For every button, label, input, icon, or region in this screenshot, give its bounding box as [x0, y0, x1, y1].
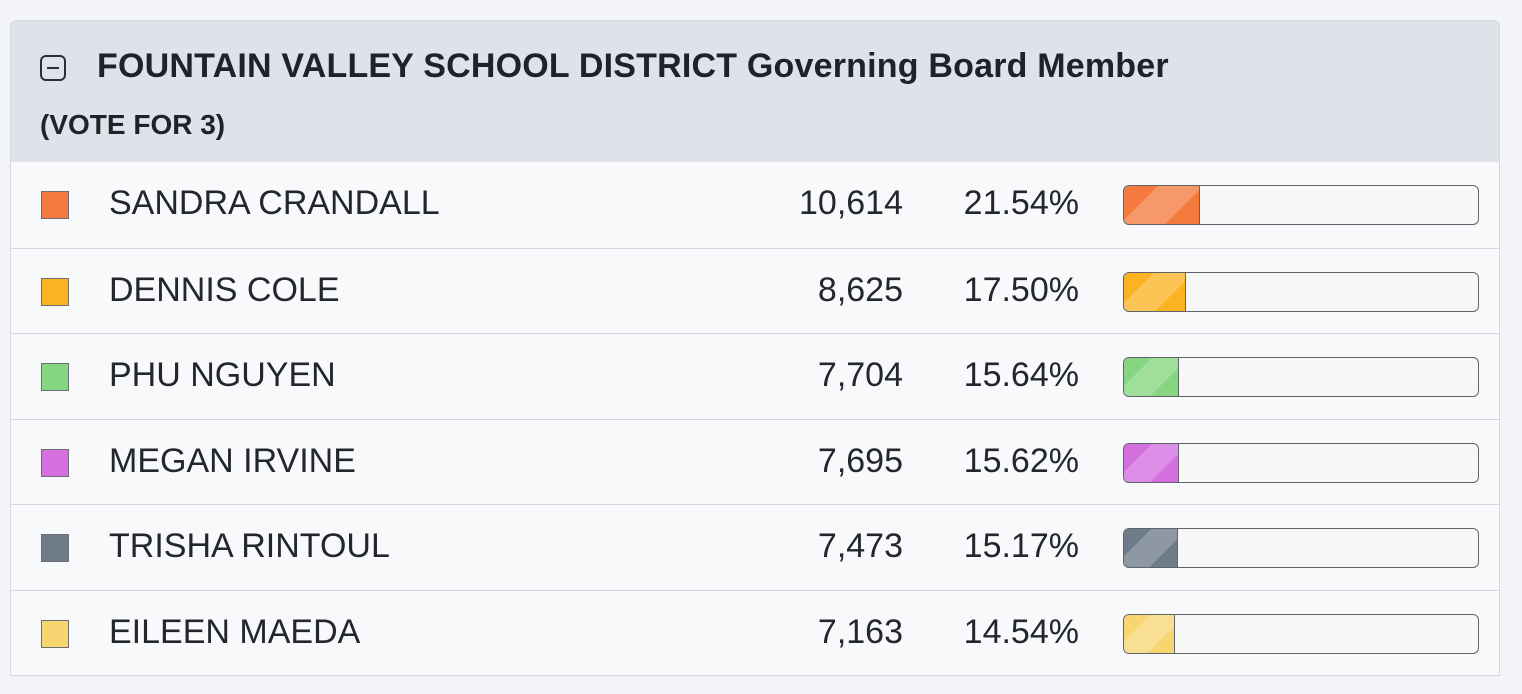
- candidate-color-swatch: [41, 278, 69, 306]
- candidate-list: [11, 162, 1499, 675]
- candidate-share-bar-fill: [1124, 186, 1200, 224]
- candidate-row: [11, 162, 1499, 248]
- candidate-share-bar: [1123, 272, 1479, 312]
- candidate-row: [11, 504, 1499, 590]
- contest-title: [97, 47, 1169, 86]
- candidate-color-swatch: [41, 449, 69, 477]
- candidate-votes: 7,695: [817, 441, 903, 480]
- candidate-name: DENNIS COLE: [109, 270, 340, 309]
- candidate-percent: 17.50%: [963, 270, 1079, 309]
- contest-title-office: Governing Board Member: [746, 47, 1169, 85]
- candidate-color-swatch: [41, 534, 69, 562]
- candidate-share-bar: [1123, 443, 1479, 483]
- candidate-color-swatch: [41, 191, 69, 219]
- candidate-votes: 7,473: [817, 527, 903, 565]
- candidate-color-swatch: [41, 620, 69, 648]
- candidate-percent: 15.62%: [963, 441, 1079, 480]
- contest-subtitle: (VOTE FOR 3): [40, 109, 226, 140]
- contest-results-panel: [10, 20, 1500, 676]
- candidate-share-bar: [1123, 614, 1479, 654]
- contest-header[interactable]: [11, 21, 1499, 162]
- candidate-share-bar: [1123, 357, 1479, 397]
- contest-title-district: FOUNTAIN VALLEY SCHOOL DISTRICT: [97, 47, 738, 85]
- candidate-votes: 7,163: [817, 612, 903, 651]
- candidate-votes: 10,614: [799, 184, 903, 222]
- minus-square-icon[interactable]: [40, 55, 66, 81]
- candidate-name: SANDRA CRANDALL: [109, 184, 440, 222]
- candidate-row: [11, 248, 1499, 334]
- candidate-percent: 15.17%: [963, 527, 1079, 565]
- candidate-percent: 21.54%: [963, 184, 1079, 222]
- candidate-row: [11, 333, 1499, 419]
- candidate-name: PHU NGUYEN: [109, 356, 336, 394]
- candidate-share-bar: [1123, 528, 1479, 568]
- candidate-percent: 15.64%: [963, 356, 1079, 394]
- candidate-percent: 14.54%: [963, 612, 1079, 651]
- candidate-share-bar-fill: [1124, 358, 1179, 396]
- candidate-votes: 8,625: [817, 270, 903, 309]
- candidate-color-swatch: [41, 363, 69, 391]
- candidate-row: [11, 590, 1499, 676]
- candidate-name: TRISHA RINTOUL: [109, 527, 390, 565]
- candidate-votes: 7,704: [817, 356, 903, 394]
- candidate-row: [11, 419, 1499, 505]
- candidate-share-bar-fill: [1124, 273, 1186, 311]
- candidate-name: MEGAN IRVINE: [109, 441, 356, 480]
- candidate-share-bar-fill: [1124, 615, 1175, 653]
- candidate-share-bar-fill: [1124, 529, 1178, 567]
- candidate-share-bar: [1123, 185, 1479, 225]
- candidate-name: EILEEN MAEDA: [109, 612, 361, 651]
- candidate-share-bar-fill: [1124, 444, 1179, 482]
